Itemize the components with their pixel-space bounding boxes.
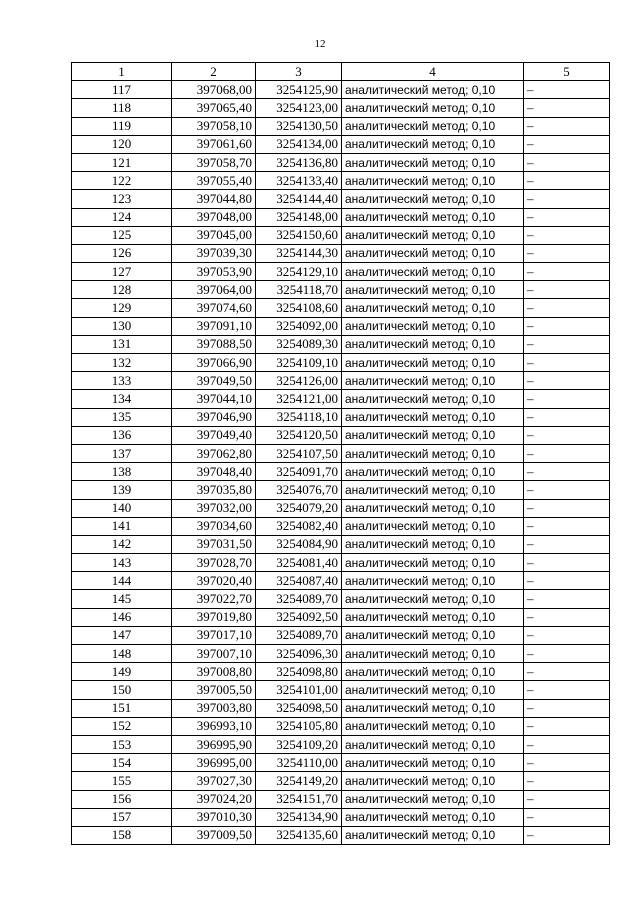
table-row <box>72 790 610 808</box>
method-accuracy-cell: аналитический метод; 0,10 <box>342 790 524 808</box>
y-coordinate-cell: 3254091,70 <box>256 463 342 481</box>
x-coordinate-cell: 397039,30 <box>172 244 256 262</box>
point-number-cell: 126 <box>72 244 172 262</box>
note-cell: – <box>524 208 610 226</box>
table-body <box>72 81 610 845</box>
y-coordinate-cell: 3254081,40 <box>256 554 342 572</box>
method-accuracy-cell: аналитический метод; 0,10 <box>342 717 524 735</box>
table-row <box>72 808 610 826</box>
method-accuracy-cell: аналитический метод; 0,10 <box>342 699 524 717</box>
x-coordinate-cell: 397045,00 <box>172 226 256 244</box>
point-number-cell: 156 <box>72 790 172 808</box>
note-cell: – <box>524 808 610 826</box>
note-cell: – <box>524 572 610 590</box>
page-number: 12 <box>314 38 326 50</box>
table-row <box>72 335 610 353</box>
table-row <box>72 354 610 372</box>
note-cell: – <box>524 372 610 390</box>
point-number-cell: 136 <box>72 426 172 444</box>
note-cell: – <box>524 535 610 553</box>
method-accuracy-cell: аналитический метод; 0,10 <box>342 135 524 153</box>
x-coordinate-cell: 397003,80 <box>172 699 256 717</box>
method-accuracy-cell: аналитический метод; 0,10 <box>342 408 524 426</box>
y-coordinate-cell: 3254101,00 <box>256 681 342 699</box>
method-accuracy-cell: аналитический метод; 0,10 <box>342 754 524 772</box>
point-number-cell: 133 <box>72 372 172 390</box>
point-number-cell: 138 <box>72 463 172 481</box>
method-accuracy-cell: аналитический метод; 0,10 <box>342 426 524 444</box>
table-row <box>72 226 610 244</box>
note-cell: – <box>524 590 610 608</box>
method-accuracy-cell: аналитический метод; 0,10 <box>342 463 524 481</box>
y-coordinate-cell: 3254076,70 <box>256 481 342 499</box>
y-coordinate-cell: 3254084,90 <box>256 535 342 553</box>
note-cell: – <box>524 281 610 299</box>
table-row <box>72 517 610 535</box>
point-number-cell: 142 <box>72 535 172 553</box>
x-coordinate-cell: 397058,10 <box>172 117 256 135</box>
table-row <box>72 390 610 408</box>
x-coordinate-cell: 397066,90 <box>172 354 256 372</box>
point-number-cell: 150 <box>72 681 172 699</box>
table-row <box>72 153 610 171</box>
method-accuracy-cell: аналитический метод; 0,10 <box>342 554 524 572</box>
x-coordinate-cell: 397058,70 <box>172 153 256 171</box>
note-cell: – <box>524 554 610 572</box>
y-coordinate-cell: 3254149,20 <box>256 772 342 790</box>
table-row <box>72 645 610 663</box>
x-coordinate-cell: 397053,90 <box>172 263 256 281</box>
y-coordinate-cell: 3254151,70 <box>256 790 342 808</box>
table-row <box>72 826 610 844</box>
note-cell: – <box>524 99 610 117</box>
y-coordinate-cell: 3254087,40 <box>256 572 342 590</box>
table-row <box>72 135 610 153</box>
y-coordinate-cell: 3254092,00 <box>256 317 342 335</box>
note-cell: – <box>524 244 610 262</box>
method-accuracy-cell: аналитический метод; 0,10 <box>342 626 524 644</box>
x-coordinate-cell: 397007,10 <box>172 645 256 663</box>
table-header-row <box>72 63 610 81</box>
note-cell: – <box>524 299 610 317</box>
y-coordinate-cell: 3254079,20 <box>256 499 342 517</box>
note-cell: – <box>524 463 610 481</box>
y-coordinate-cell: 3254118,70 <box>256 281 342 299</box>
point-number-cell: 143 <box>72 554 172 572</box>
y-coordinate-cell: 3254105,80 <box>256 717 342 735</box>
y-coordinate-cell: 3254134,00 <box>256 135 342 153</box>
method-accuracy-cell: аналитический метод; 0,10 <box>342 826 524 844</box>
x-coordinate-cell: 397049,50 <box>172 372 256 390</box>
x-coordinate-cell: 397010,30 <box>172 808 256 826</box>
note-cell: – <box>524 699 610 717</box>
method-accuracy-cell: аналитический метод; 0,10 <box>342 444 524 462</box>
x-coordinate-cell: 397005,50 <box>172 681 256 699</box>
note-cell: – <box>524 735 610 753</box>
y-coordinate-cell: 3254129,10 <box>256 263 342 281</box>
note-cell: – <box>524 645 610 663</box>
method-accuracy-cell: аналитический метод; 0,10 <box>342 535 524 553</box>
table-row <box>72 663 610 681</box>
note-cell: – <box>524 681 610 699</box>
point-number-cell: 125 <box>72 226 172 244</box>
x-coordinate-cell: 397032,00 <box>172 499 256 517</box>
note-cell: – <box>524 499 610 517</box>
note-cell: – <box>524 335 610 353</box>
y-coordinate-cell: 3254109,20 <box>256 735 342 753</box>
x-coordinate-cell: 397031,50 <box>172 535 256 553</box>
note-cell: – <box>524 517 610 535</box>
note-cell: – <box>524 663 610 681</box>
point-number-cell: 119 <box>72 117 172 135</box>
point-number-cell: 144 <box>72 572 172 590</box>
table-row <box>72 554 610 572</box>
table-row <box>72 99 610 117</box>
point-number-cell: 146 <box>72 608 172 626</box>
table-row <box>72 190 610 208</box>
x-coordinate-cell: 397017,10 <box>172 626 256 644</box>
point-number-cell: 120 <box>72 135 172 153</box>
x-coordinate-cell: 397064,00 <box>172 281 256 299</box>
method-accuracy-cell: аналитический метод; 0,10 <box>342 354 524 372</box>
y-coordinate-cell: 3254134,90 <box>256 808 342 826</box>
table-row <box>72 317 610 335</box>
point-number-cell: 130 <box>72 317 172 335</box>
x-coordinate-cell: 397009,50 <box>172 826 256 844</box>
method-accuracy-cell: аналитический метод; 0,10 <box>342 572 524 590</box>
point-number-cell: 128 <box>72 281 172 299</box>
method-accuracy-cell: аналитический метод; 0,10 <box>342 244 524 262</box>
y-coordinate-cell: 3254089,70 <box>256 626 342 644</box>
method-accuracy-cell: аналитический метод; 0,10 <box>342 335 524 353</box>
x-coordinate-cell: 397035,80 <box>172 481 256 499</box>
table-row <box>72 281 610 299</box>
method-accuracy-cell: аналитический метод; 0,10 <box>342 281 524 299</box>
table-row <box>72 735 610 753</box>
x-coordinate-cell: 397046,90 <box>172 408 256 426</box>
table-row <box>72 444 610 462</box>
point-number-cell: 118 <box>72 99 172 117</box>
table-row <box>72 772 610 790</box>
method-accuracy-cell: аналитический метод; 0,10 <box>342 372 524 390</box>
y-coordinate-cell: 3254089,70 <box>256 590 342 608</box>
y-coordinate-cell: 3254144,30 <box>256 244 342 262</box>
y-coordinate-cell: 3254109,10 <box>256 354 342 372</box>
method-accuracy-cell: аналитический метод; 0,10 <box>342 226 524 244</box>
table-row <box>72 499 610 517</box>
point-number-cell: 135 <box>72 408 172 426</box>
table-row <box>72 263 610 281</box>
x-coordinate-cell: 397028,70 <box>172 554 256 572</box>
method-accuracy-cell: аналитический метод; 0,10 <box>342 590 524 608</box>
table-row <box>72 717 610 735</box>
point-number-cell: 155 <box>72 772 172 790</box>
table-row <box>72 535 610 553</box>
point-number-cell: 151 <box>72 699 172 717</box>
method-accuracy-cell: аналитический метод; 0,10 <box>342 172 524 190</box>
x-coordinate-cell: 397034,60 <box>172 517 256 535</box>
point-number-cell: 154 <box>72 754 172 772</box>
table-row <box>72 590 610 608</box>
x-coordinate-cell: 397008,80 <box>172 663 256 681</box>
point-number-cell: 129 <box>72 299 172 317</box>
method-accuracy-cell: аналитический метод; 0,10 <box>342 153 524 171</box>
method-accuracy-cell: аналитический метод; 0,10 <box>342 390 524 408</box>
y-coordinate-cell: 3254110,00 <box>256 754 342 772</box>
x-coordinate-cell: 397027,30 <box>172 772 256 790</box>
y-coordinate-cell: 3254121,00 <box>256 390 342 408</box>
x-coordinate-cell: 396995,00 <box>172 754 256 772</box>
table-row <box>72 463 610 481</box>
method-accuracy-cell: аналитический метод; 0,10 <box>342 735 524 753</box>
method-accuracy-cell: аналитический метод; 0,10 <box>342 317 524 335</box>
point-number-cell: 127 <box>72 263 172 281</box>
y-coordinate-cell: 3254096,30 <box>256 645 342 663</box>
x-coordinate-cell: 397091,10 <box>172 317 256 335</box>
x-coordinate-cell: 397019,80 <box>172 608 256 626</box>
table-row <box>72 626 610 644</box>
note-cell: – <box>524 408 610 426</box>
x-coordinate-cell: 397022,70 <box>172 590 256 608</box>
method-accuracy-cell: аналитический метод; 0,10 <box>342 517 524 535</box>
column-header-2: 2 <box>172 63 256 81</box>
table-row <box>72 372 610 390</box>
x-coordinate-cell: 397061,60 <box>172 135 256 153</box>
table-row <box>72 117 610 135</box>
method-accuracy-cell: аналитический метод; 0,10 <box>342 208 524 226</box>
note-cell: – <box>524 317 610 335</box>
x-coordinate-cell: 397068,00 <box>172 81 256 99</box>
point-number-cell: 158 <box>72 826 172 844</box>
method-accuracy-cell: аналитический метод; 0,10 <box>342 263 524 281</box>
table-row <box>72 608 610 626</box>
column-header-3: 3 <box>256 63 342 81</box>
point-number-cell: 149 <box>72 663 172 681</box>
y-coordinate-cell: 3254118,10 <box>256 408 342 426</box>
point-number-cell: 153 <box>72 735 172 753</box>
point-number-cell: 147 <box>72 626 172 644</box>
note-cell: – <box>524 135 610 153</box>
y-coordinate-cell: 3254082,40 <box>256 517 342 535</box>
method-accuracy-cell: аналитический метод; 0,10 <box>342 645 524 663</box>
table-row <box>72 754 610 772</box>
note-cell: – <box>524 190 610 208</box>
table-row <box>72 172 610 190</box>
point-number-cell: 148 <box>72 645 172 663</box>
y-coordinate-cell: 3254133,40 <box>256 172 342 190</box>
note-cell: – <box>524 81 610 99</box>
y-coordinate-cell: 3254123,00 <box>256 99 342 117</box>
point-number-cell: 157 <box>72 808 172 826</box>
note-cell: – <box>524 426 610 444</box>
table-row <box>72 481 610 499</box>
point-number-cell: 117 <box>72 81 172 99</box>
x-coordinate-cell: 397065,40 <box>172 99 256 117</box>
note-cell: – <box>524 172 610 190</box>
y-coordinate-cell: 3254120,50 <box>256 426 342 444</box>
y-coordinate-cell: 3254108,60 <box>256 299 342 317</box>
x-coordinate-cell: 397044,80 <box>172 190 256 208</box>
x-coordinate-cell: 396995,90 <box>172 735 256 753</box>
point-number-cell: 123 <box>72 190 172 208</box>
y-coordinate-cell: 3254144,40 <box>256 190 342 208</box>
table-row <box>72 408 610 426</box>
method-accuracy-cell: аналитический метод; 0,10 <box>342 99 524 117</box>
note-cell: – <box>524 717 610 735</box>
y-coordinate-cell: 3254089,30 <box>256 335 342 353</box>
point-number-cell: 124 <box>72 208 172 226</box>
x-coordinate-cell: 397048,00 <box>172 208 256 226</box>
x-coordinate-cell: 397088,50 <box>172 335 256 353</box>
note-cell: – <box>524 226 610 244</box>
method-accuracy-cell: аналитический метод; 0,10 <box>342 808 524 826</box>
y-coordinate-cell: 3254126,00 <box>256 372 342 390</box>
x-coordinate-cell: 397055,40 <box>172 172 256 190</box>
table-row <box>72 426 610 444</box>
y-coordinate-cell: 3254130,50 <box>256 117 342 135</box>
table-row <box>72 699 610 717</box>
note-cell: – <box>524 626 610 644</box>
note-cell: – <box>524 754 610 772</box>
x-coordinate-cell: 397044,10 <box>172 390 256 408</box>
method-accuracy-cell: аналитический метод; 0,10 <box>342 117 524 135</box>
point-number-cell: 152 <box>72 717 172 735</box>
note-cell: – <box>524 790 610 808</box>
note-cell: – <box>524 354 610 372</box>
note-cell: – <box>524 608 610 626</box>
point-number-cell: 134 <box>72 390 172 408</box>
table-row <box>72 299 610 317</box>
coordinates-table <box>71 62 610 845</box>
method-accuracy-cell: аналитический метод; 0,10 <box>342 81 524 99</box>
x-coordinate-cell: 397020,40 <box>172 572 256 590</box>
y-coordinate-cell: 3254150,60 <box>256 226 342 244</box>
point-number-cell: 131 <box>72 335 172 353</box>
note-cell: – <box>524 153 610 171</box>
point-number-cell: 141 <box>72 517 172 535</box>
method-accuracy-cell: аналитический метод; 0,10 <box>342 681 524 699</box>
table-row <box>72 681 610 699</box>
method-accuracy-cell: аналитический метод; 0,10 <box>342 772 524 790</box>
column-header-4: 4 <box>342 63 524 81</box>
note-cell: – <box>524 481 610 499</box>
note-cell: – <box>524 390 610 408</box>
column-header-5: 5 <box>524 63 610 81</box>
x-coordinate-cell: 397049,40 <box>172 426 256 444</box>
method-accuracy-cell: аналитический метод; 0,10 <box>342 190 524 208</box>
point-number-cell: 139 <box>72 481 172 499</box>
note-cell: – <box>524 772 610 790</box>
method-accuracy-cell: аналитический метод; 0,10 <box>342 299 524 317</box>
x-coordinate-cell: 397048,40 <box>172 463 256 481</box>
y-coordinate-cell: 3254098,80 <box>256 663 342 681</box>
table-row <box>72 244 610 262</box>
point-number-cell: 122 <box>72 172 172 190</box>
point-number-cell: 140 <box>72 499 172 517</box>
method-accuracy-cell: аналитический метод; 0,10 <box>342 663 524 681</box>
note-cell: – <box>524 826 610 844</box>
table-row <box>72 81 610 99</box>
point-number-cell: 132 <box>72 354 172 372</box>
method-accuracy-cell: аналитический метод; 0,10 <box>342 608 524 626</box>
y-coordinate-cell: 3254092,50 <box>256 608 342 626</box>
y-coordinate-cell: 3254135,60 <box>256 826 342 844</box>
x-coordinate-cell: 397024,20 <box>172 790 256 808</box>
y-coordinate-cell: 3254136,80 <box>256 153 342 171</box>
method-accuracy-cell: аналитический метод; 0,10 <box>342 481 524 499</box>
y-coordinate-cell: 3254107,50 <box>256 444 342 462</box>
note-cell: – <box>524 444 610 462</box>
x-coordinate-cell: 396993,10 <box>172 717 256 735</box>
table-row <box>72 572 610 590</box>
x-coordinate-cell: 397074,60 <box>172 299 256 317</box>
note-cell: – <box>524 117 610 135</box>
column-header-1: 1 <box>72 63 172 81</box>
point-number-cell: 137 <box>72 444 172 462</box>
x-coordinate-cell: 397062,80 <box>172 444 256 462</box>
y-coordinate-cell: 3254125,90 <box>256 81 342 99</box>
point-number-cell: 121 <box>72 153 172 171</box>
table-row <box>72 208 610 226</box>
y-coordinate-cell: 3254148,00 <box>256 208 342 226</box>
note-cell: – <box>524 263 610 281</box>
y-coordinate-cell: 3254098,50 <box>256 699 342 717</box>
point-number-cell: 145 <box>72 590 172 608</box>
method-accuracy-cell: аналитический метод; 0,10 <box>342 499 524 517</box>
